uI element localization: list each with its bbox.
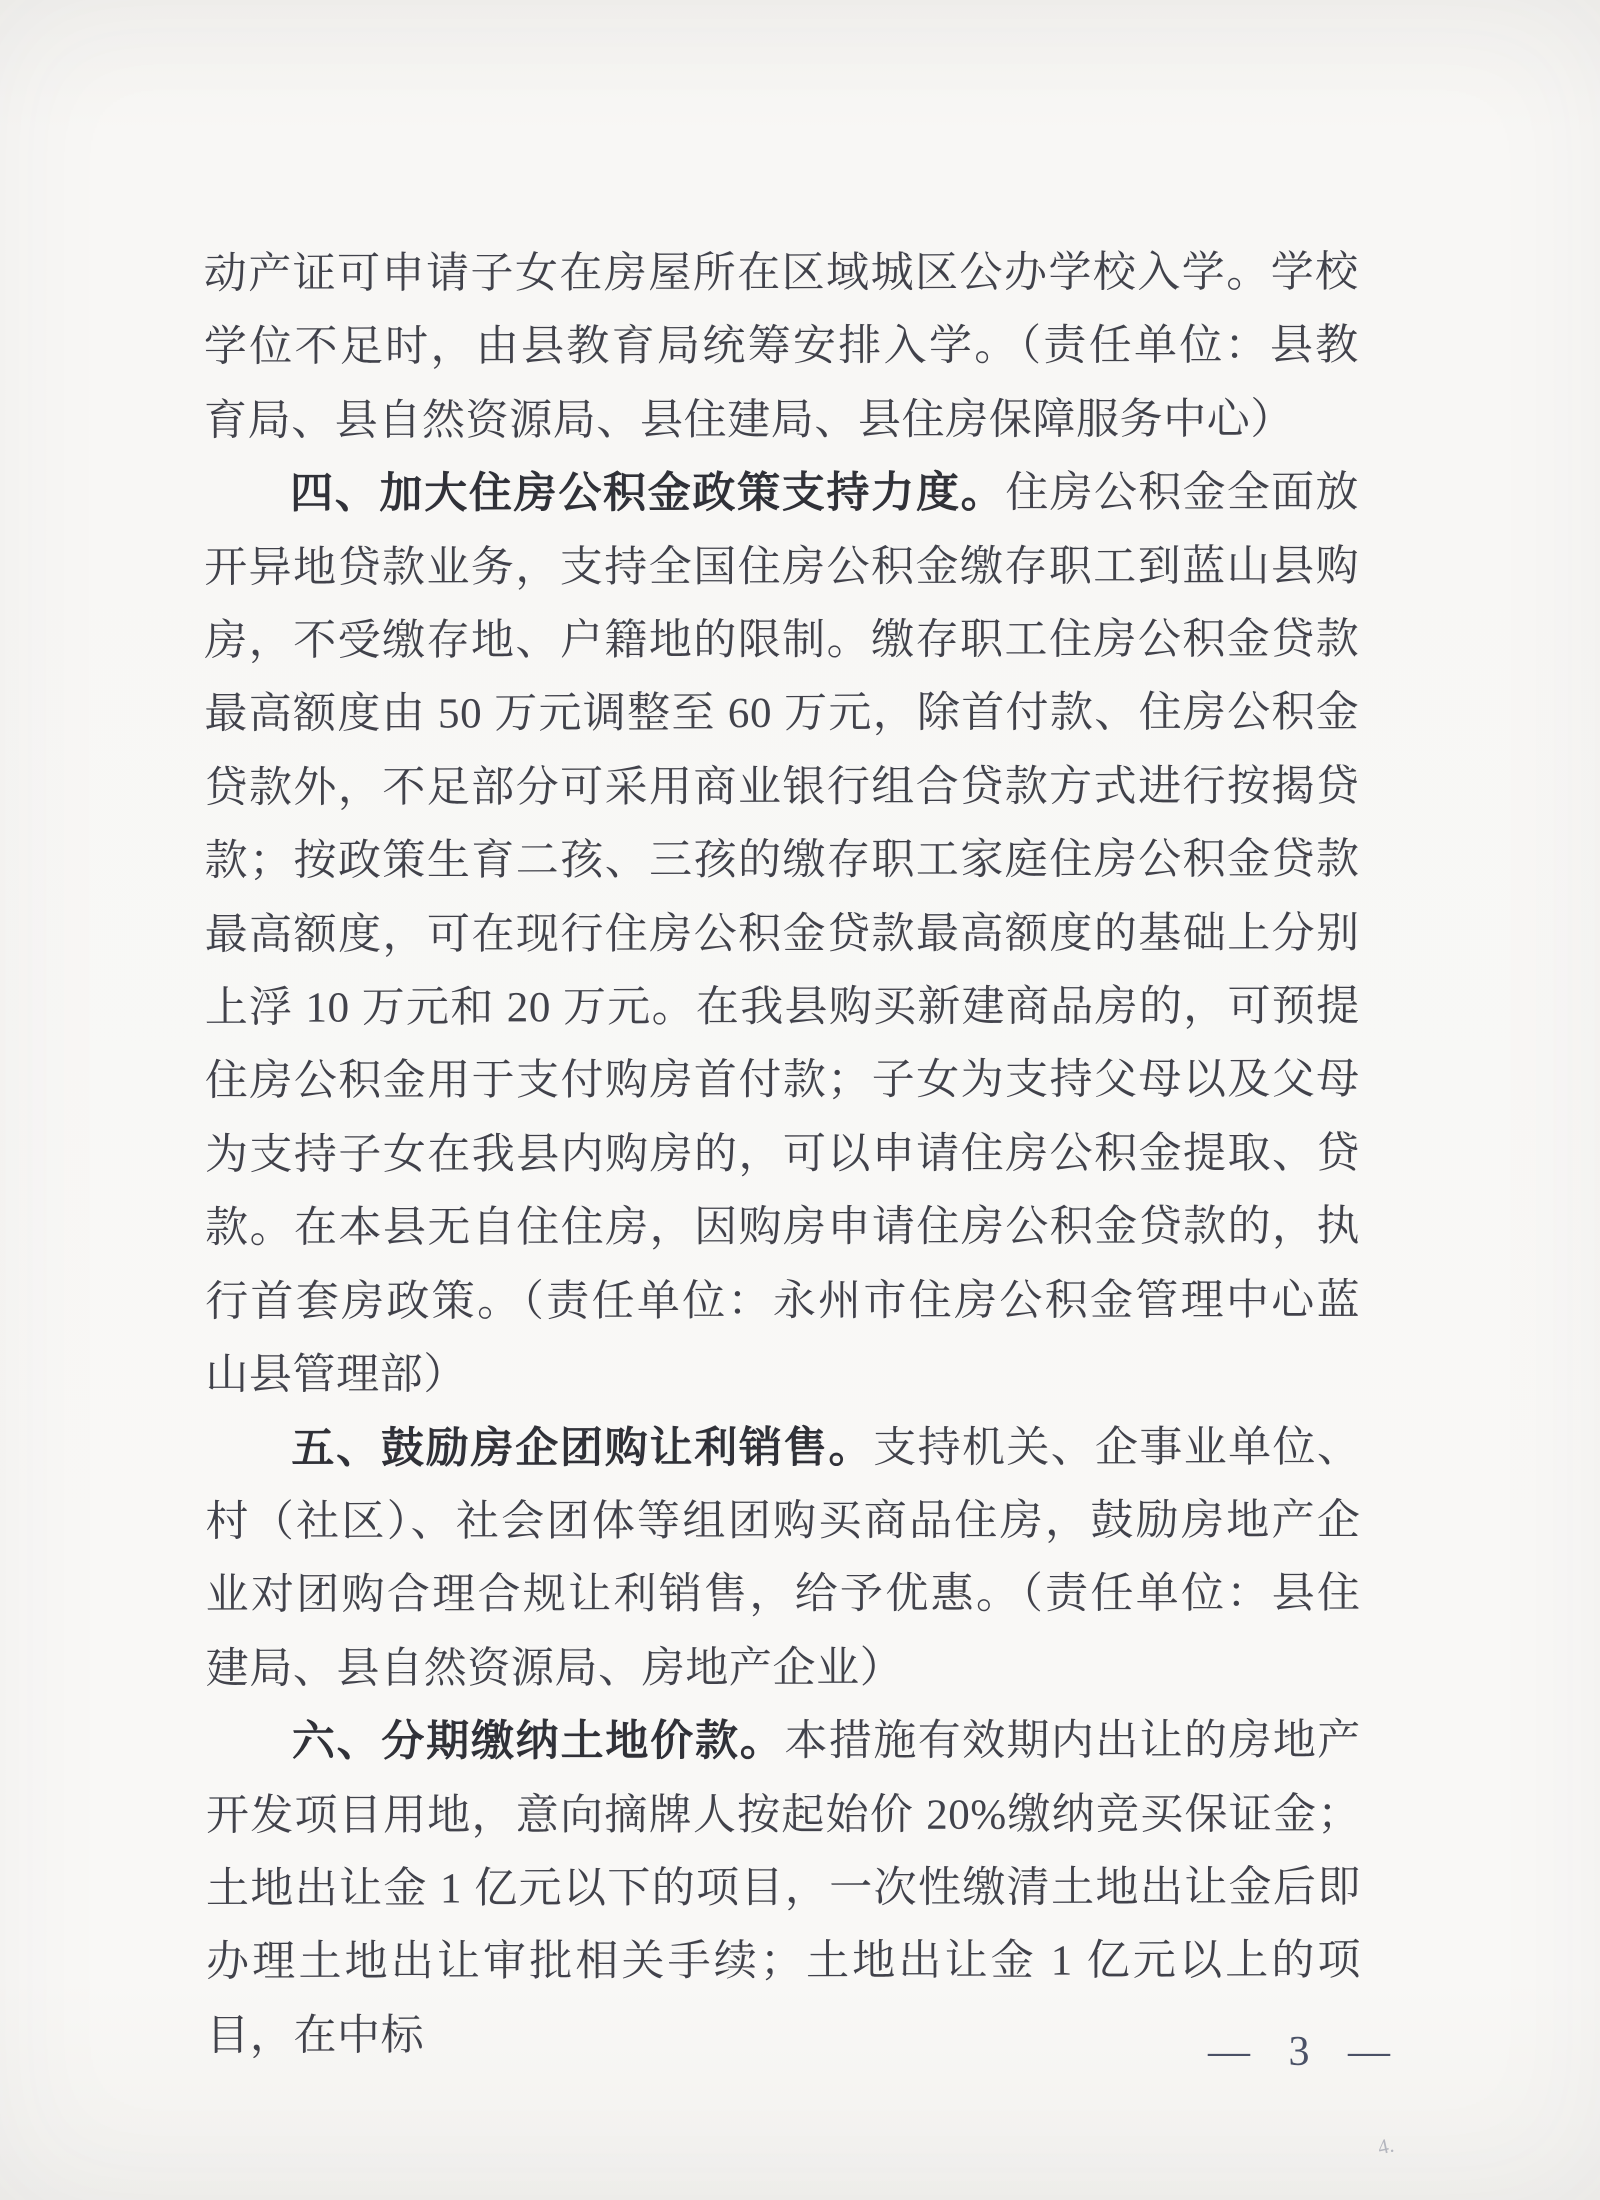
scan-artifact-mark: 4. <box>1375 2132 1396 2160</box>
paragraph-text: 本措施有效期内出让的房地产开发项目用地，意向摘牌人按起始价 20%缴纳竞买保证金；土地出让金 1 亿元以下的项目，一次性缴清土地出让金后即办理土地出让审批相关手续；土地出让金 1 亿元以上的项目，在中标 <box>205 1717 1362 2060</box>
page-number-footer: — 3 — <box>1208 2029 1400 2075</box>
paragraph-heading: 六、分期缴纳土地价款。 <box>291 1717 785 1766</box>
paragraph <box>205 1411 1360 1706</box>
paragraph-heading: 四、加大住房公积金政策支持力度。 <box>290 468 1006 518</box>
paragraph <box>204 236 1359 458</box>
paragraph-heading: 五、鼓励房企团购让利销售。 <box>291 1423 874 1473</box>
paragraph-text: 动产证可申请子女在房屋所在区域城区公办学校入学。学校学位不足时，由县教育局统筹安排入学。（责任单位：县教育局、县自然资源局、县住建局、县住房保障服务中心） <box>203 249 1359 445</box>
document-body <box>204 236 1362 2073</box>
paragraph <box>204 456 1360 1412</box>
paragraph-text: 支持机关、企事业单位、村（社区）、社会团体等组团购买商品住房，鼓励房地产企业对团购合理合规让利销售，给予优惠。（责任单位：县住建局、县自然资源局、房地产企业） <box>205 1423 1361 1693</box>
paragraph <box>206 1704 1362 2073</box>
paragraph-text: 住房公积金全面放开异地贷款业务，支持全国住房公积金缴存职工到蓝山县购房，不受缴存地、户籍地的限制。缴存职工住房公积金贷款最高额度由 50 万元调整至 60 万元，除首付款、住房公积金贷款外，不足部分可采用商业银行组合贷款方式进行按揭贷款；按政策生育二孩、三孩的缴存职工家庭住房公积金贷款最高额度，可在现行住房公积金贷款最高额度的基础上分别上浮 10 万元和 20 万元。在我县购买新建商品房的，可预提住房公积金用于支付购房首付款；子女为支持父母以及父母为支持子女在我县内购房的，可以申请住房公积金提取、贷款。在本县无自住住房，因购房申请住房公积金贷款的，执行首套房政策。（责任单位：永州市住房公积金管理中心蓝山县管理部） <box>204 469 1361 1399</box>
